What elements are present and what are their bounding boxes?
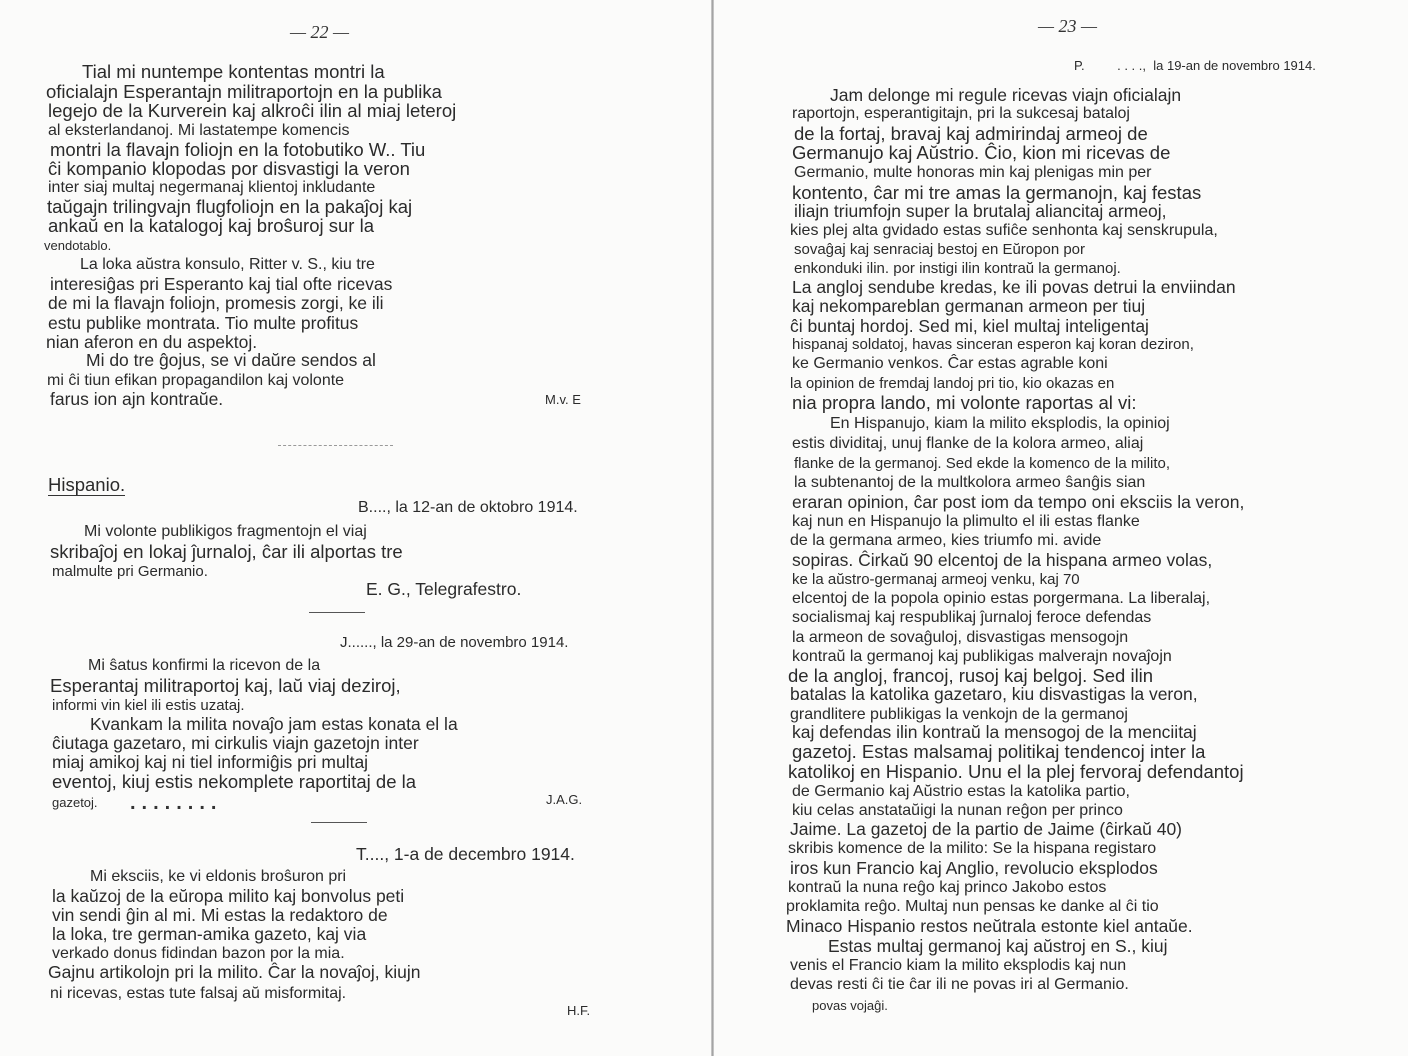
text-line: miaj amikoj kaj ni tiel informiĝis pri multaj <box>52 752 369 772</box>
signature: M.v. E <box>545 392 581 407</box>
text-line: gazetoj. Estas malsamaj politikaj tendencoj inter la <box>792 741 1206 762</box>
text-line: nian aferon en du aspektoj. <box>46 332 258 352</box>
letter-date: P. . . . ., la 19-an de novembro 1914. <box>1074 58 1316 73</box>
text-line: estis dividitaj, unuj flanke de la kolora armeo, aliaj <box>792 435 1144 452</box>
text-line: La loka aŭstra konsulo, Ritter v. S., kiu tre <box>80 256 375 273</box>
text-line: taŭgajn trilingvajn flugfoliojn en la pakaĵoj kaj <box>47 196 413 217</box>
letter-date: B...., la 12-an de oktobro 1914. <box>358 499 578 516</box>
text-line: eraran opinion, ĉar post iom da tempo oni eksciis la veron, <box>792 492 1245 512</box>
text-line: la kaŭzoj de la eŭropa milito kaj bonvolus peti <box>52 886 405 906</box>
text-line: venis el Francio kiam la milito eksplodis kaj nun <box>790 957 1127 974</box>
text-line: ke Germanio venkos. Ĉar estas agrable koni <box>792 355 1108 372</box>
text-line: interesiĝas pri Esperanto kaj tial ofte ricevas <box>50 274 393 294</box>
text-line: Mi volonte publikigos fragmentojn el viaj <box>84 523 367 540</box>
text-line: grandlitere publikigas la venkojn de la germanoj <box>790 706 1128 723</box>
signature: E. G., Telegrafestro. <box>366 579 522 599</box>
text-line: Gajnu artikolojn pri la milito. Ĉar la novaĵoj, kiujn <box>48 962 421 982</box>
page-number-left: — 22 — <box>290 22 350 42</box>
text-line: de la angloj, francoj, rusoj kaj belgoj. Sed ilin <box>788 665 1154 686</box>
text-line: ĉi kompanio klopodas por disvastigi la veron <box>48 158 410 179</box>
text-line: Jam delonge mi regule ricevas viajn oficialajn <box>830 85 1182 105</box>
right-page <box>714 0 1408 1056</box>
text-line: la loka, tre german-amika gazeto, kaj via <box>52 924 367 944</box>
text-line: katolikoj en Hispanio. Unu el la plej fervoraj defendantoj <box>788 761 1244 782</box>
signature: J.A.G. <box>546 792 583 807</box>
text-line: devas resti ĉi tie ĉar ili ne povas iri al Germanio. <box>790 976 1129 993</box>
text-line: estu publike montrata. Tio multe profitus <box>48 313 359 333</box>
text-line: eventoj, kiuj estis nekomplete raportitaj de la <box>52 771 417 792</box>
text-line: ankaŭ en la katalogoj kaj broŝuroj sur la <box>48 215 374 236</box>
text-line: elcentoj de la popola opinio estas porgermana. La liberalaj, <box>792 590 1211 607</box>
text-line: la opinion de fremdaj landoj pri tio, kio okazas en <box>790 375 1115 392</box>
text-line: Kvankam la milita novaĵo jam estas konata el la <box>90 714 458 734</box>
text-line: oficialajn Esperantajn militraportojn en la publika <box>46 81 442 102</box>
text-line: kontraŭ la germanoj kaj publikigas malverajn novaĵojn <box>792 648 1172 665</box>
text-line: batalas la katolika gazetaro, kiu disvastigas la veron, <box>790 684 1198 704</box>
text-line: Minaco Hispanio restos neŭtrala estonte kiel antaŭe. <box>786 916 1193 936</box>
text-line: kaj nekompareblan germanan armeon per tiuj <box>792 296 1146 316</box>
text-line: Tial mi nuntempe kontentas montri la <box>82 61 385 82</box>
ellipsis-dots: ........ <box>130 792 223 814</box>
text-line: de la fortaj, bravaj kaj admirindaj armeoj de <box>794 123 1148 144</box>
text-line: de Germanio kaj Aŭstrio estas la katolika partio, <box>792 783 1130 800</box>
text-line: legejo de la Kurverein kaj alkroĉi ilin al miaj leteroj <box>48 100 457 121</box>
text-line: Mi eksciis, ke vi eldonis broŝuron pri <box>90 868 347 885</box>
text-line: ĉiutaga gazetaro, mi cirkulis viajn gazetojn inter <box>52 733 419 753</box>
letter-separator <box>311 822 367 823</box>
signature: H.F. <box>567 1003 591 1018</box>
text-line: nia propra lando, mi volonte raportas al vi: <box>792 392 1137 413</box>
text-line: kaj defendas ilin kontraŭ la mensogoj de la menciitaj <box>792 722 1197 742</box>
text-line: La angloj sendube kredas, ke ili povas detrui la enviindan <box>792 277 1236 297</box>
text-line: informi vin kiel ili estis uzataj. <box>52 697 245 714</box>
text-line: Mi do tre ĝojus, se vi daŭre sendos al <box>86 350 376 370</box>
text-line: raportojn, esperantigitajn, pri la sukcesaj bataloj <box>792 105 1130 122</box>
text-line: iros kun Francio kaj Anglio, revolucio eksplodos <box>790 858 1158 878</box>
text-line: Estas multaj germanoj kaj aŭstroj en S., kiuj <box>828 936 1168 956</box>
text-line: de la germana armeo, kies triumfo mi. avide <box>790 532 1102 549</box>
text-line: Mi ŝatus konfirmi la ricevon de la <box>88 657 321 674</box>
letter-date: T...., 1-a de decembro 1914. <box>356 844 575 864</box>
text-line: enkonduki ilin. por instigi ilin kontraŭ la germanoj. <box>794 260 1121 277</box>
text-line: hispanaj soldatoj, havas sinceran esperon kaj koran deziron, <box>792 336 1194 353</box>
text-line: al eksterlandanoj. Mi lastatempe komencis <box>48 122 350 139</box>
text-line: kontento, ĉar mi tre amas la germanojn, kaj festas <box>792 182 1202 203</box>
section-separator <box>278 445 393 446</box>
text-line: ĉi buntaj hordoj. Sed mi, kiel multaj inteligentaj <box>790 316 1149 336</box>
text-line: kiu celas anstataŭigi la nunan reĝon per princo <box>792 802 1123 819</box>
page-number-right: — 23 — <box>1038 16 1098 36</box>
text-line: la armeon de sovaĝuloj, disvastigas mensogojn <box>792 629 1129 646</box>
text-line: skribaĵoj en lokaj ĵurnaloj, ĉar ili alportas tre <box>50 541 403 562</box>
text-line: inter siaj multaj negermanaj klientoj inkludante <box>48 179 376 196</box>
text-line: proklamita reĝo. Multaj nun pensas ke danke al ĉi tio <box>786 898 1159 915</box>
text-line: ni ricevas, estas tute falsaj aŭ misformitaj. <box>50 985 347 1002</box>
text-line: flanke de la germanoj. Sed ekde la komenco de la milito, <box>794 455 1171 472</box>
text-line: skribis komence de la milito: Se la hispana registaro <box>788 840 1157 857</box>
text-line: Germanujo kaj Aŭstrio. Ĉio, kion mi ricevas de <box>792 142 1171 163</box>
text-line: sopiras. Ĉirkaŭ 90 elcentoj de la hispana armeo volas, <box>792 550 1213 570</box>
section-heading: Hispanio. <box>48 474 126 495</box>
text-line: la subtenantoj de la multkolora armeo ŝanĝis sian <box>794 474 1146 491</box>
text-line: socialismaj kaj respublikaj ĵurnaloj feroce defendas <box>792 609 1152 626</box>
text-line: Jaime. La gazetoj de la partio de Jaime (ĉirkaŭ 40) <box>790 819 1183 839</box>
letter-date: J......, la 29-an de novembro 1914. <box>340 634 569 651</box>
text-line: En Hispanujo, kiam la milito eksplodis, la opinioj <box>830 415 1170 432</box>
text-line: kontraŭ la nuna reĝo kaj princo Jakobo estos <box>788 879 1107 896</box>
text-line: iliajn triumfojn super la brutalaj aliancitaj armeoj, <box>794 201 1167 221</box>
text-line: kies plej alta gvidado estas sufiĉe senhonta kaj senskrupula, <box>790 222 1218 239</box>
text-line: de mi la flavajn foliojn, promesis zorgi, ke ili <box>48 293 384 313</box>
text-line: sovaĝaj kaj senraciaj bestoj en Eŭropon por <box>794 241 1086 258</box>
text-line: gazetoj. <box>52 795 98 810</box>
text-line: montri la flavajn foliojn en la fotobutiko W.. Tiu <box>50 139 426 160</box>
text-line: ke la aŭstro-germanaj armeoj venku, kaj 70 <box>792 571 1080 588</box>
text-line: Esperantaj militraportoj kaj, laŭ viaj deziroj, <box>50 675 401 696</box>
text-line: vendotablo. <box>44 238 112 253</box>
text-line: povas vojaĝi. <box>812 998 888 1013</box>
text-line: malmulte pri Germanio. <box>52 563 208 580</box>
text-line: mi ĉi tiun efikan propagandilon kaj volonte <box>47 372 345 389</box>
text-line: kaj nun en Hispanujo la plimulto el ili estas flanke <box>792 513 1140 530</box>
text-line: Germanio, multe honoras min kaj plenigas min per <box>794 164 1152 181</box>
text-line: verkado donus fidindan bazon por la mia. <box>52 945 345 962</box>
text-line: vin sendi ĝin al mi. Mi estas la redaktoro de <box>52 905 388 925</box>
text-line: farus ion ajn kontraŭe. <box>50 389 224 409</box>
letter-separator <box>309 612 365 613</box>
